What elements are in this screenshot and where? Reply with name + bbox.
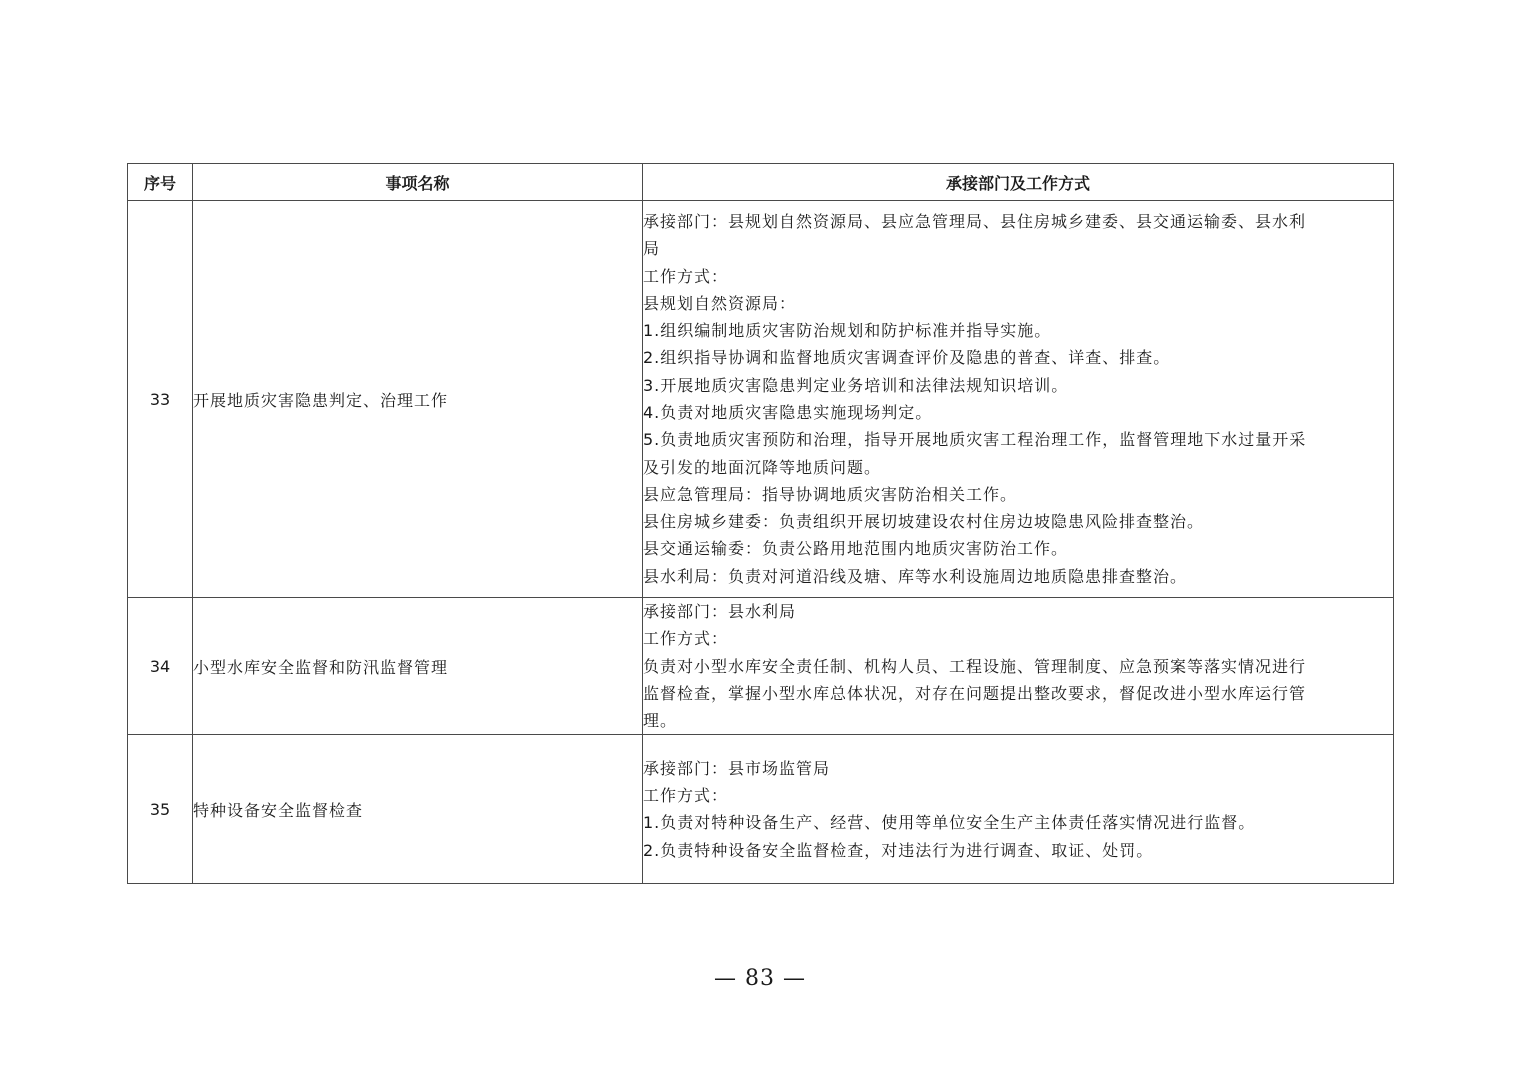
detail-line: 负责对小型水库安全责任制、机构人员、工程设施、管理制度、应急预案等落实情况进行 — [643, 656, 1307, 676]
detail-line: 工作方式： — [643, 786, 729, 806]
table-row — [128, 598, 1394, 735]
page-number: — 83 — — [714, 966, 806, 991]
detail-line: 1.组织编制地质灾害防治规划和防护标准并指导实施。 — [643, 321, 1052, 341]
detail-line: 县应急管理局：指导协调地质灾害防治相关工作。 — [643, 484, 1018, 504]
row-index: 33 — [128, 201, 193, 598]
table-header-row — [128, 164, 1394, 201]
detail-line: 县规划自然资源局： — [643, 293, 797, 313]
row-detail — [643, 598, 1394, 735]
detail-line: 2.负责特种设备安全监督检查，对违法行为进行调查、取证、处罚。 — [643, 840, 1154, 860]
detail-line: 理。 — [643, 711, 678, 731]
detail-line: 承接部门：县市场监管局 — [643, 758, 831, 778]
detail-line: 3.开展地质灾害隐患判定业务培训和法律法规知识培训。 — [643, 375, 1069, 395]
header-detail: 承接部门及工作方式 — [643, 164, 1394, 201]
row-name: 特种设备安全监督检查 — [193, 735, 643, 884]
detail-line: 2.组织指导协调和监督地质灾害调查评价及隐患的普查、详查、排查。 — [643, 348, 1171, 368]
table-row — [128, 735, 1394, 884]
detail-line: 及引发的地面沉降等地质问题。 — [643, 457, 882, 477]
detail-line: 1.负责对特种设备生产、经营、使用等单位安全生产主体责任落实情况进行监督。 — [643, 813, 1256, 833]
header-name: 事项名称 — [193, 164, 643, 201]
detail-line: 监督检查，掌握小型水库总体状况，对存在问题提出整改要求，督促改进小型水库运行管 — [643, 683, 1307, 703]
detail-line: 承接部门：县规划自然资源局、县应急管理局、县住房城乡建委、县交通运输委、县水利 — [643, 211, 1307, 231]
detail-line: 工作方式： — [643, 266, 729, 286]
detail-line: 县水利局：负责对河道沿线及塘、库等水利设施周边地质隐患排查整治。 — [643, 566, 1188, 586]
table-row — [128, 201, 1394, 598]
detail-line: 5.负责地质灾害预防和治理，指导开展地质灾害工程治理工作，监督管理地下水过量开采 — [643, 430, 1307, 450]
detail-line: 承接部门：县水利局 — [643, 602, 797, 621]
matters-table — [127, 163, 1394, 884]
row-name: 开展地质灾害隐患判定、治理工作 — [193, 201, 643, 598]
row-index: 34 — [128, 598, 193, 735]
detail-line: 4.负责对地质灾害隐患实施现场判定。 — [643, 403, 933, 422]
detail-line: 局 — [643, 239, 661, 259]
row-detail — [643, 735, 1394, 884]
row-index: 35 — [128, 735, 193, 884]
detail-line: 县住房城乡建委：负责组织开展切坡建设农村住房边坡隐患风险排查整治。 — [643, 512, 1205, 532]
row-detail — [643, 201, 1394, 598]
header-index: 序号 — [128, 164, 193, 201]
detail-line: 工作方式： — [643, 629, 729, 649]
detail-line: 县交通运输委：负责公路用地范围内地质灾害防治工作。 — [643, 539, 1069, 559]
row-name: 小型水库安全监督和防汛监督管理 — [193, 598, 643, 735]
